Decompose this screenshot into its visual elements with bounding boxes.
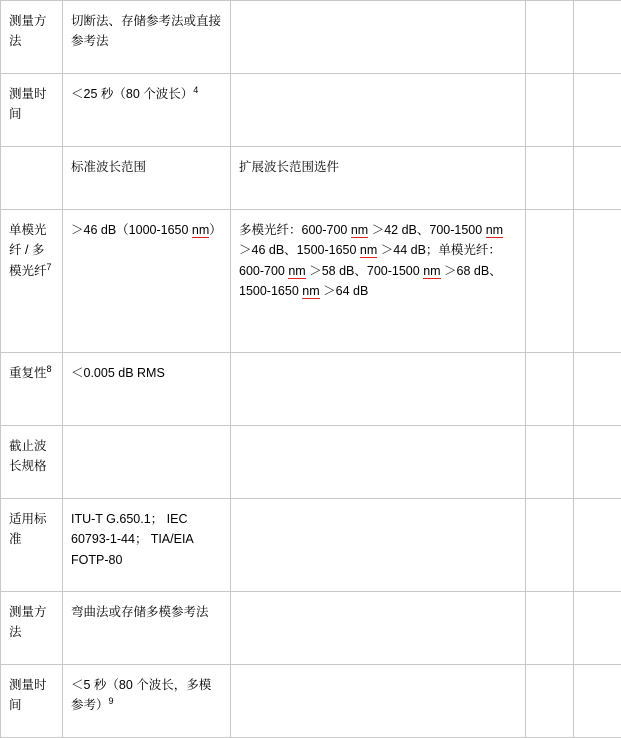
table-row <box>1 1 621 74</box>
row-col4-value <box>526 592 574 665</box>
table-row-subheader <box>1 147 621 210</box>
row-col5-value <box>574 592 621 665</box>
row-label <box>1 353 63 426</box>
row-col5-value <box>574 353 621 426</box>
row-col4-value <box>526 353 574 426</box>
row-col5-value <box>574 147 621 210</box>
row-standard-value: 切断法、存储参考法或直接参考法 <box>63 1 231 74</box>
footnote-marker: 7 <box>47 261 52 271</box>
subheader-standard-range: 标准波长范围 <box>63 147 231 210</box>
footnote-marker: 4 <box>193 85 198 95</box>
row-extended-value <box>231 665 526 738</box>
table-row <box>1 499 621 592</box>
row-label: 测量方法 <box>1 592 63 665</box>
row-col4-value <box>526 426 574 499</box>
row-extended-value <box>231 353 526 426</box>
row-label: 适用标准 <box>1 499 63 592</box>
table-row <box>1 353 621 426</box>
row-col4-value <box>526 74 574 147</box>
row-label: 测量方法 <box>1 1 63 74</box>
row-col4-value <box>526 210 574 353</box>
row-col5-value <box>574 1 621 74</box>
row-standard-value <box>63 74 231 147</box>
row-col5-value <box>574 74 621 147</box>
section-label: 截止波长规格 <box>1 426 63 499</box>
row-standard-value: ITU-T G.650.1； IEC 60793-1-44； TIA/EIA FOTP-80 <box>63 499 231 592</box>
row-col4-value <box>526 665 574 738</box>
row-col5-value <box>574 210 621 353</box>
footnote-marker: 9 <box>109 696 114 706</box>
row-col4-value <box>526 499 574 592</box>
row-extended-value <box>231 592 526 665</box>
row-standard-value <box>63 665 231 738</box>
row-extended-value <box>231 210 526 353</box>
row-label: 测量时间 <box>1 665 63 738</box>
row-extended-value <box>231 426 526 499</box>
row-col5-value <box>574 499 621 592</box>
footnote-marker: 8 <box>47 364 52 374</box>
extended-range-text: 多模光纤：600-700 nm ＞42 dB、700-1500 nm ＞46 dB、1500-1650 nm ＞44 dB；单模光纤：600-700 nm ＞58 dB、700-1500 nm ＞68 dB、1500-1650 nm ＞64 dB <box>239 223 503 299</box>
row-standard-value: ＜0.005 dB RMS <box>63 353 231 426</box>
row-standard-value: ＞46 dB（1000-1650 nm） <box>63 210 231 353</box>
table-row-section <box>1 426 621 499</box>
table-row <box>1 210 621 353</box>
row-col5-value <box>574 665 621 738</box>
table-row <box>1 592 621 665</box>
row-extended-value <box>231 1 526 74</box>
subheader-extended-range: 扩展波长范围选件 <box>231 147 526 210</box>
repeatability-label: 重复性 <box>9 366 47 380</box>
row-extended-value <box>231 499 526 592</box>
row-standard-value <box>63 426 231 499</box>
row-standard-value: 弯曲法或存储多模参考法 <box>63 592 231 665</box>
row-label <box>1 147 63 210</box>
measure-time-text: ＜25 秒（80 个波长） <box>71 87 193 101</box>
table-row <box>1 74 621 147</box>
row-col4-value <box>526 1 574 74</box>
row-col5-value <box>574 426 621 499</box>
row-extended-value <box>231 74 526 147</box>
row-label <box>1 210 63 353</box>
measure-time-text: ＜5 秒（80 个波长，多模参考） <box>71 678 211 712</box>
table-row <box>1 665 621 738</box>
row-label: 测量时间 <box>1 74 63 147</box>
row-col4-value <box>526 147 574 210</box>
fiber-type-label: 单模光纤 / 多模光纤 <box>9 223 47 278</box>
